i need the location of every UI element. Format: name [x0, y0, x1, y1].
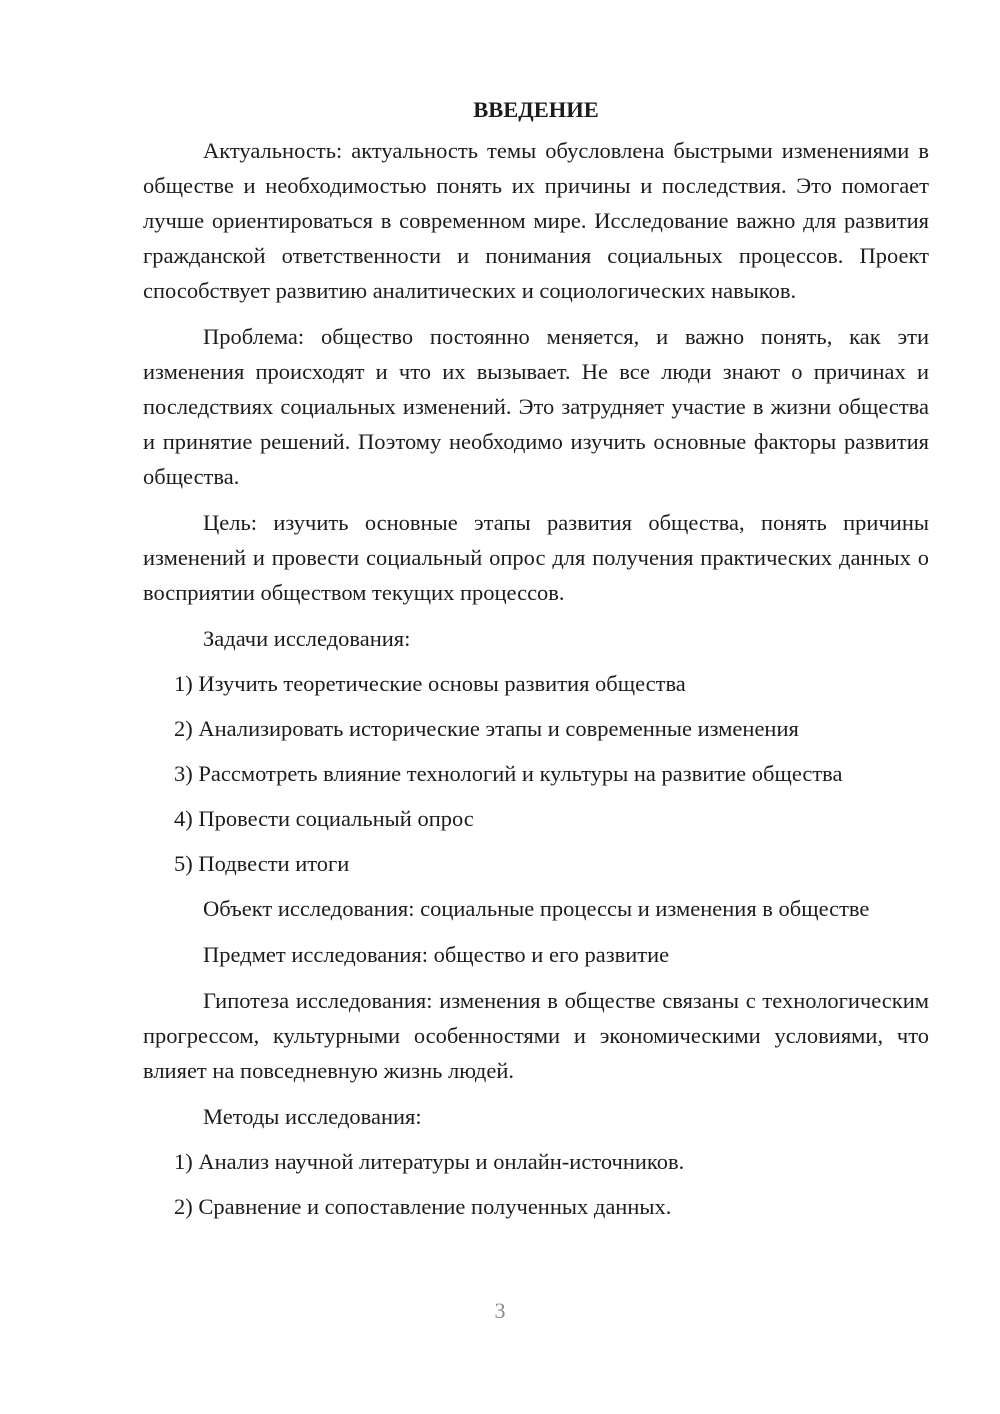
method-item: 2) Сравнение и сопоставление полученных данных. — [174, 1194, 672, 1219]
task-item: 5) Подвести итоги — [174, 851, 350, 876]
page-title: ВВЕДЕНИЕ — [473, 97, 599, 122]
methods-list — [143, 1144, 929, 1224]
page-number: 3 — [494, 1298, 506, 1323]
task-item: 3) Рассмотреть влияние технологий и культуры на развитие общества — [174, 761, 843, 786]
problem-paragraph: Проблема: общество постоянно меняется, и важно понять, как эти изменения происходят и что их вызывает. Не все люди знают о причинах и последствиях социальных изменений. Это затрудняет участие в жизни общества и принятие решений. Поэтому необходимо изучить основные факторы развития общества. — [143, 324, 929, 489]
subject-paragraph: Предмет исследования: общество и его развитие — [203, 942, 670, 967]
task-item: 1) Изучить теоретические основы развития общества — [174, 671, 686, 696]
tasks-list — [143, 666, 929, 881]
document-page — [143, 92, 929, 1234]
tasks-heading: Задачи исследования: — [203, 626, 411, 651]
hypothesis-paragraph: Гипотеза исследования: изменения в обществе связаны с технологическим прогрессом, культурными особенностями и экономическими условиями, что влияет на повседневную жизнь людей. — [143, 988, 929, 1083]
methods-heading: Методы исследования: — [203, 1104, 422, 1129]
method-item: 1) Анализ научной литературы и онлайн-источников. — [174, 1149, 685, 1174]
relevance-paragraph: Актуальность: актуальность темы обусловлена быстрыми изменениями в обществе и необходимостью понять их причины и последствия. Это помогает лучше ориентироваться в современном мире. Исследование важно для развития гражданской ответственности и понимания социальных процессов. Проект способствует развитию аналитических и социологических навыков. — [143, 138, 929, 303]
object-paragraph: Объект исследования: социальные процессы и изменения в обществе — [203, 896, 870, 921]
goal-paragraph: Цель: изучить основные этапы развития общества, понять причины изменений и провести социальный опрос для получения практических данных о восприятии обществом текущих процессов. — [143, 510, 929, 605]
task-item: 2) Анализировать исторические этапы и современные изменения — [174, 716, 799, 741]
task-item: 4) Провести социальный опрос — [174, 806, 474, 831]
